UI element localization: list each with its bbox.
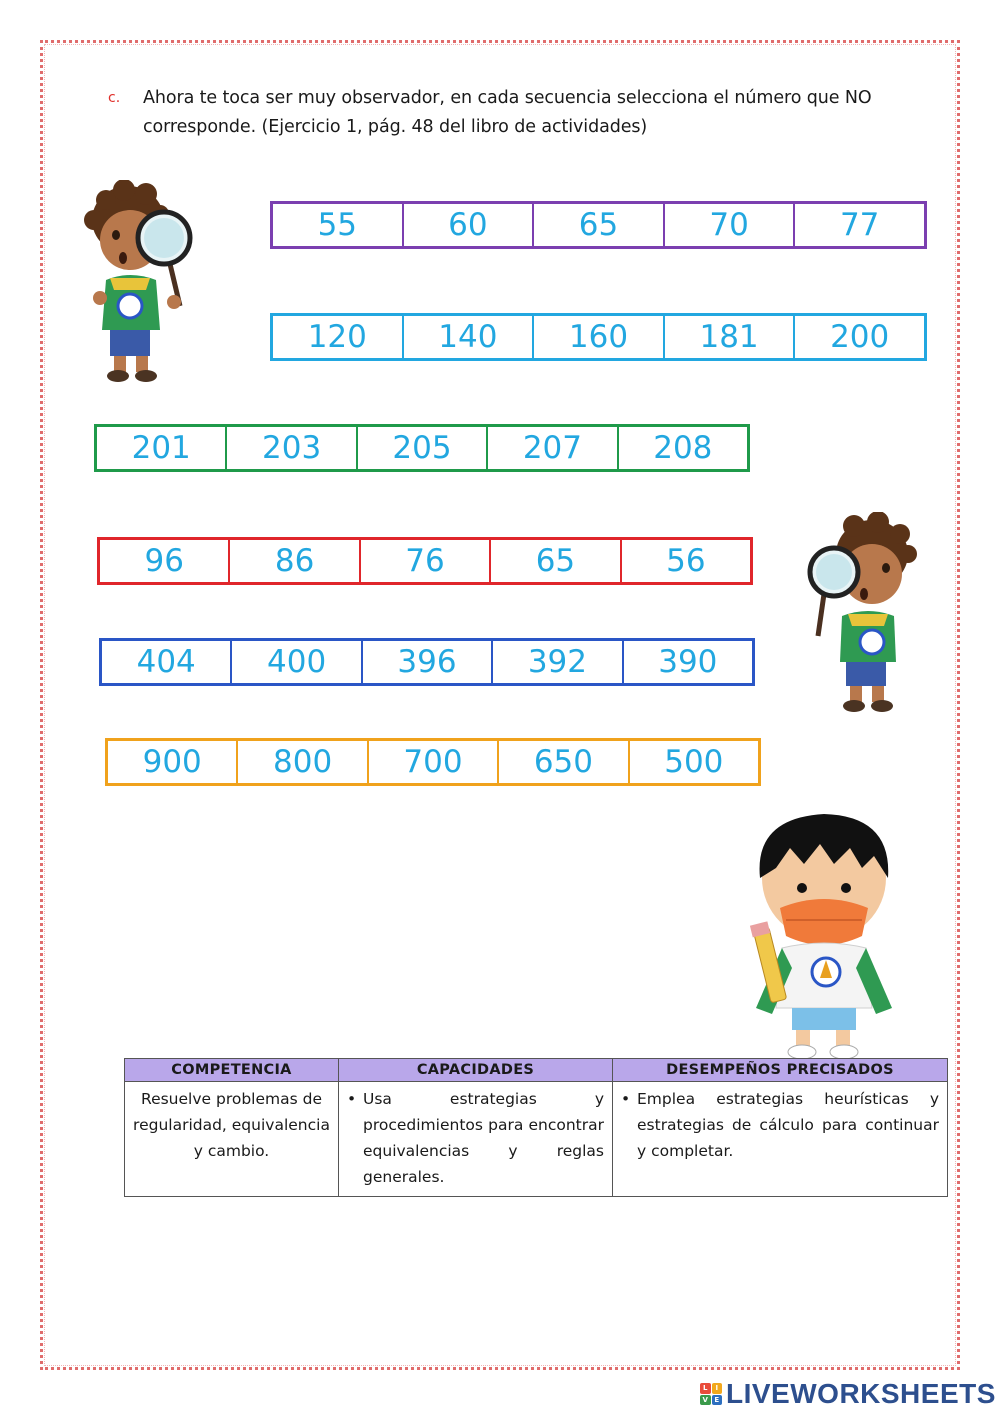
sequence-number-option[interactable]: 96 [100,540,230,582]
sequence-number-option[interactable]: 390 [658,644,718,680]
sequence-number-option[interactable]: 120 [273,316,404,358]
instruction-marker: c. [108,90,121,106]
sequence-row-3 [94,424,750,472]
liveworksheets-brand: LIVEWORKSHEETS [726,1378,996,1409]
rubric-desempenos-cell [613,1082,948,1197]
rubric-capacidades-cell [339,1082,613,1197]
sequence-number-option[interactable]: 900 [108,741,238,783]
sequence-number-option[interactable]: 76 [361,540,491,582]
sequence-number-option[interactable]: 500 [664,744,724,780]
sequence-number-option[interactable]: 86 [230,540,360,582]
sequence-number-option[interactable]: 160 [534,316,665,358]
table-row [125,1082,948,1197]
sequence-number-option[interactable]: 392 [493,641,623,683]
rubric-desempenos-text: Emplea estrategias heurísticas y estrategias de cálculo para continuar y completar. [637,1090,939,1160]
kid-magnifier-illustration [76,180,200,385]
sequence-row-4 [97,537,753,585]
sequence-number-option[interactable]: 404 [102,641,232,683]
bullet-icon: • [621,1090,631,1108]
sequence-row-2 [270,313,927,361]
instruction-text: Ahora te toca ser muy observador, en cada secuencia selecciona el número que NO corresponde. (Ejercicio 1, pág. 48 del libro de actividades) [143,88,872,137]
sequence-number-option[interactable]: 396 [363,641,493,683]
sequence-number-option[interactable]: 400 [232,641,362,683]
sequence-number-option[interactable]: 200 [830,319,890,355]
sequence-number-option[interactable]: 56 [666,543,706,579]
rubric-capacidades-text: Usa estrategias y procedimientos para encontrar equivalencias y reglas generales. [363,1090,604,1186]
rubric-table [124,1058,948,1197]
rubric-header-competencia: COMPETENCIA [125,1059,339,1082]
sequence-row-1 [270,201,927,249]
sequence-number-option[interactable]: 55 [273,204,404,246]
sequence-number-option[interactable]: 65 [534,204,665,246]
sequence-number-option[interactable]: 800 [238,741,368,783]
sequence-number-option[interactable]: 205 [358,427,488,469]
kid-mask-pencil-illustration [742,808,904,1060]
sequence-number-option[interactable]: 65 [491,540,621,582]
sequence-number-option[interactable]: 650 [499,741,629,783]
rubric-competencia-cell: Resuelve problemas de regularidad, equivalencia y cambio. [125,1082,339,1197]
sequence-number-option[interactable]: 201 [97,427,227,469]
sequence-row-6 [105,738,761,786]
sequence-row-5 [99,638,755,686]
sequence-number-option[interactable]: 181 [665,316,796,358]
bullet-icon: • [347,1090,357,1108]
sequence-number-option[interactable]: 203 [227,427,357,469]
rubric-header-desempenos: DESEMPEÑOS PRECISADOS [613,1059,948,1082]
sequence-number-option[interactable]: 700 [369,741,499,783]
sequence-number-option[interactable]: 60 [404,204,535,246]
liveworksheets-logo [700,1378,996,1410]
sequence-number-option[interactable]: 77 [839,207,880,243]
sequence-number-option[interactable]: 140 [404,316,535,358]
sequence-number-option[interactable]: 208 [653,430,713,466]
liveworksheets-logo-icon: L I V E [700,1383,722,1405]
kid-magnifier-illustration-2 [802,512,926,717]
rubric-header-capacidades: CAPACIDADES [339,1059,613,1082]
sequence-number-option[interactable]: 70 [665,204,796,246]
sequence-number-option[interactable]: 207 [488,427,618,469]
